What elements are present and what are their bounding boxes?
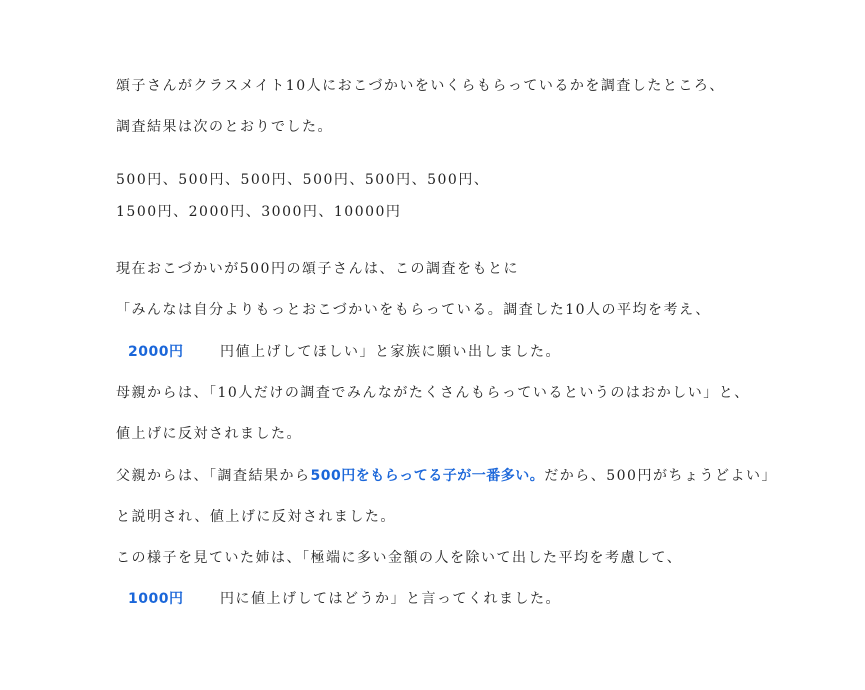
story-line-3 [116, 342, 561, 362]
results-line-1: 500円、500円、500円、500円、500円、500円、 [116, 172, 490, 188]
answer-mean: 2000円 [128, 344, 184, 360]
story-line-6 [116, 466, 777, 486]
story-line-7: と説明され、値上げに反対されました。 [116, 509, 396, 525]
story-line-5: 値上げに反対されました。 [116, 426, 302, 442]
intro-line-1: 頌子さんがクラスメイト10人におこづかいをいくらもらっているかを調査したところ、 [116, 78, 725, 94]
answer-mode: 500円をもらってる子が一番多い。 [310, 468, 545, 484]
story-line-8: この様子を見ていた姉は、「極端に多い金額の人を除いて出した平均を考慮して、 [116, 550, 683, 566]
results-line-2: 1500円、2000円、3000円、10000円 [116, 204, 402, 220]
intro-line-2: 調査結果は次のとおりでした。 [116, 119, 333, 135]
story-line-3-text: 円値上げしてほしい」と家族に願い出しました。 [220, 344, 561, 360]
story-line-1: 現在おこづかいが500円の頌子さんは、この調査をもとに [116, 261, 519, 277]
story-line-2: 「みんなは自分よりもっとおこづかいをもらっている。調査した10人の平均を考え、 [116, 302, 711, 318]
story-line-6-end: だから、500円がちょうどよい」 [544, 468, 777, 484]
story-line-4: 母親からは、「10人だけの調査でみんながたくさんもらっているというのはおかしい」と、 [116, 385, 750, 401]
story-line-9-text: 円に値上げしてはどうか」と言ってくれました。 [220, 591, 561, 607]
story-line-9 [116, 589, 561, 609]
answer-trimmed-mean: 1000円 [128, 591, 184, 607]
story-line-6-start: 父親からは、「調査結果から [116, 468, 311, 484]
